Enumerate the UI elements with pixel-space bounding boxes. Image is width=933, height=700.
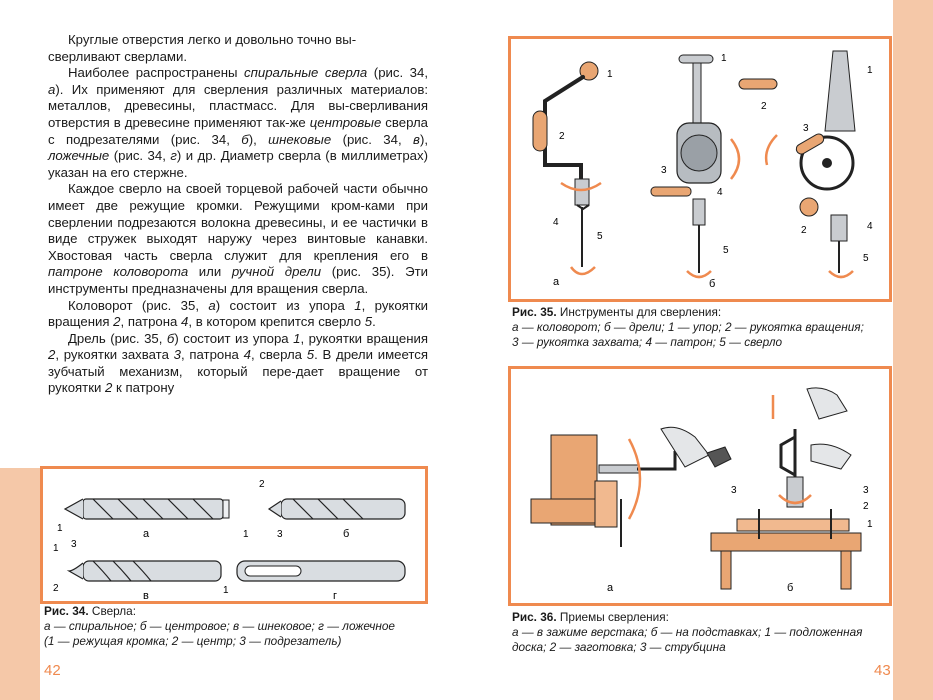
callout-3-right-clamp: 3 xyxy=(863,485,869,496)
label-g: г xyxy=(333,590,338,601)
drills-illustration xyxy=(43,469,425,601)
paragraph-4: Коловорот (рис. 35, а) состоит из упора 1, рукоятки вращения 2, патрона 4, в котором крепится сверло 5. xyxy=(48,297,428,330)
brace-callout-1: 1 xyxy=(607,69,613,80)
drill2-callout-2: 2 xyxy=(801,225,807,236)
left-page-body-text xyxy=(48,32,428,397)
page-number-left: 42 xyxy=(44,662,61,679)
drill-callout-3: 3 xyxy=(661,165,667,176)
callout-2-center: 2 xyxy=(259,479,265,490)
brace-callout-4: 4 xyxy=(553,217,559,228)
brace-callout-5: 5 xyxy=(597,231,603,242)
drill2-callout-3: 3 xyxy=(803,123,809,134)
drill-callout-4: 4 xyxy=(717,187,723,198)
drill-callout-2: 2 xyxy=(761,101,767,112)
spiral-drill-icon xyxy=(65,499,229,519)
drill-callout-1: 1 xyxy=(721,53,727,64)
label-v: в xyxy=(143,590,149,601)
brace-callout-2: 2 xyxy=(559,131,565,142)
label-b: б xyxy=(787,582,794,594)
callout-3-center: 3 xyxy=(277,529,283,540)
right-page-margin-strip xyxy=(893,0,933,700)
drill-with-wheel-icon xyxy=(795,51,855,273)
label-a: а xyxy=(143,528,150,540)
drill2-callout-4: 4 xyxy=(867,221,873,232)
drilling-methods-illustration xyxy=(511,369,889,603)
label-a: а xyxy=(553,276,560,288)
callout-1-auger: 1 xyxy=(53,543,59,554)
drill2-callout-5: 5 xyxy=(863,253,869,264)
callout-1-spiral: 1 xyxy=(57,523,63,534)
callout-2-workpiece: 2 xyxy=(863,501,869,512)
label-b: б xyxy=(343,528,350,540)
left-page-margin-strip xyxy=(0,468,40,700)
figure-35-caption: Рис. 35. Инструменты для сверления: а — коловорот; б — дрели; 1 — упор; 2 — рукоятка вращения; 3 — рукоятка захвата; 4 — патрон; 5 — сверло xyxy=(512,305,864,349)
callout-1-center: 1 xyxy=(243,529,249,540)
paragraph-3: Каждое сверло на своей торцевой рабочей части обычно имеет две режущие кромки. Режущими кром-ками при сверлении подрезаются волокна древесины, и ее частички в виде стружек выходят наружу через винтовые канавки. Хвостовая часть сверла служит для крепления его в патроне коловорота или ручной дрели (рис. 35). Эти инструменты предназначены для вращения сверла. xyxy=(48,181,428,296)
page-number-right: 43 xyxy=(874,662,891,679)
figure-36-caption: Рис. 36. Приемы сверления: а — в зажиме верстака; б — на подставках; 1 — подложенная доска; 2 — заготовка; 3 — струбцина xyxy=(512,610,863,654)
auger-drill-icon xyxy=(69,561,221,581)
callout-3-left-clamp: 3 xyxy=(731,485,737,496)
label-b: б xyxy=(709,278,716,290)
figure-34-drills xyxy=(40,466,428,604)
drill-callout-5: 5 xyxy=(723,245,729,256)
paragraph-1: Круглые отверстия легко и довольно точно вы- сверливают сверлами. xyxy=(48,32,357,64)
figure-34-caption: Рис. 34. Сверла: а — спиральное; б — центровое; в — шнековое; г — ложечное (1 — режущая кромка; 2 — центр; 3 — подрезатель) xyxy=(44,604,395,648)
center-drill-icon xyxy=(269,499,405,519)
tools-illustration xyxy=(511,39,889,299)
callout-2-auger: 2 xyxy=(53,583,59,594)
callout-3-auger: 3 xyxy=(71,539,77,550)
callout-1-spoon: 1 xyxy=(223,585,229,596)
spoon-drill-icon xyxy=(237,561,405,581)
paragraph-5: Дрель (рис. 35, б) состоит из упора 1, рукоятки вращения 2, рукоятки захвата 3, патрона 4, сверла 5. В дрели имеется зубчатый механизм, который пере-дает вращение от рукоятки 2 к патрону xyxy=(48,330,428,396)
figure-35-drilling-tools xyxy=(508,36,892,302)
callout-1-board: 1 xyxy=(867,519,873,530)
brace-tool-icon xyxy=(533,62,598,267)
hand-drill-icon xyxy=(651,55,777,273)
label-a: а xyxy=(607,582,614,594)
paragraph-2: Наиболее распространены спиральные сверла (рис. 34, а). Их применяют для сверления различных материалов: металлов, древесины, пластмасс. Для вы-сверливания отверстия в древесине применяют так-же центровые сверла с подрезателями (рис. 34, б), шнековые (рис. 34, в), ложечные (рис. 34, г) и др. Диаметр сверла (в миллиметрах) указан на его стержне. xyxy=(48,65,429,180)
figure-36-drilling-methods xyxy=(508,366,892,606)
drill2-callout-1: 1 xyxy=(867,65,873,76)
